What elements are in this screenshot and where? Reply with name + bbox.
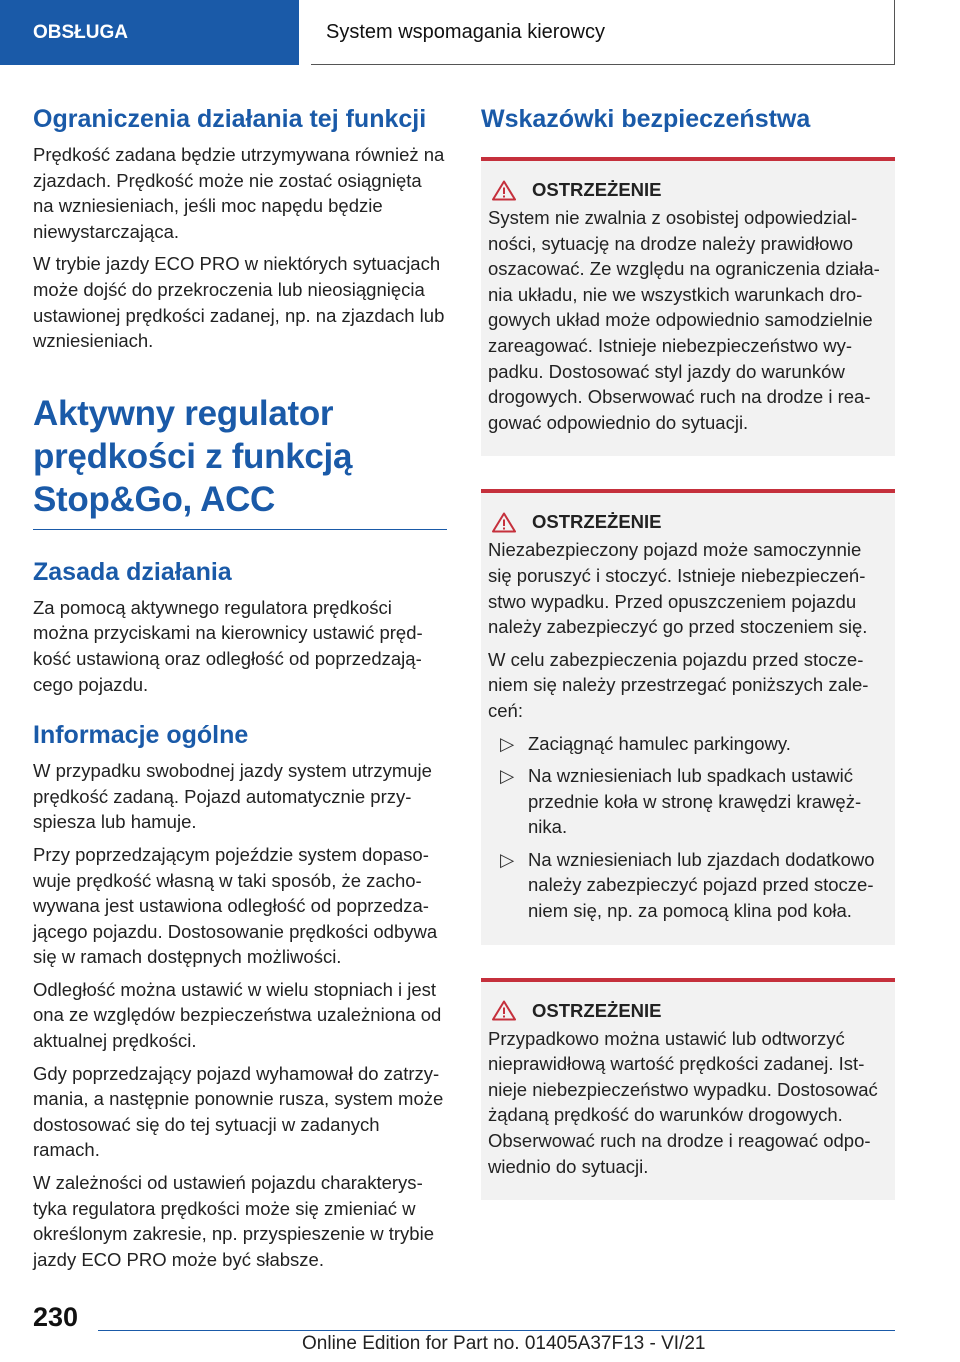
- main-title: Aktywny regulator prędkości z funkcją Stop&Go, ACC: [33, 393, 353, 519]
- warning-box: [481, 978, 895, 1201]
- warning-header: [488, 511, 887, 533]
- section-label: OBSŁUGA: [33, 21, 128, 43]
- warning-header: [488, 1000, 887, 1022]
- warning-triangle-icon: [492, 180, 516, 201]
- section-tab: [0, 0, 299, 65]
- main-title-block: [33, 392, 447, 530]
- list-item: [488, 847, 887, 924]
- limits-heading: Ograniczenia działania tej funkcji: [33, 105, 427, 133]
- page-number: 230: [33, 1302, 79, 1332]
- general-paragraph: Odległość można ustawić w wielu stopniach i jest ona ze względów bezpieczeństwa uzależniona od aktualnej prędkości.: [33, 978, 442, 1052]
- bullet-triangle-icon: ▷: [500, 765, 515, 787]
- general-paragraph: W zależności od ustawień pojazdu charakterystyka regulatora prędkości może się zmieniać w określonym zakresie, np. przyspieszenie w trybie jazdy ECO PRO może być słabsze.: [33, 1172, 434, 1270]
- general-paragraph: Przy poprzedzającym pojeździe system dopasowuje prędkość własną w taki sposób, że zachowywana jest ustawiona odległość od poprzedzającego pojazdu. Dostosowanie prędkości odbywa się w ramach dostępnych możliwości.: [33, 843, 438, 968]
- bullet-triangle-icon: ▷: [500, 732, 515, 754]
- warning-box: [481, 489, 895, 944]
- bullet-list: [488, 731, 887, 924]
- warning-header: [488, 179, 887, 201]
- footer-divider: [98, 1330, 895, 1331]
- list-item: [488, 763, 887, 840]
- warning-text: Niezabezpieczony pojazd może samoczynnie się poruszyć i stoczyć. Istnieje niebezpieczeństwo wypadku. Przed opuszczeniem pojazdu należy zabezpieczyć go przed stoczeniem się.: [488, 539, 868, 638]
- limits-paragraph-1: Prędkość zadana będzie utrzymywana również na zjazdach. Prędkość może nie zostać osiągnięta na wzniesieniach, jeśli moc napędu będzie niewystarczająca.: [33, 144, 445, 242]
- warning-text: Przypadkowo można ustawić lub odtworzyć nieprawidłową wartość prędkości zadanej. Istnieje niebezpieczeństwo wypadku. Dostosować żądaną prędkość do warunków drogowych. Obserwować ruch na drodze i reagować odpowiednio do sytuacji.: [488, 1027, 878, 1177]
- list-item: [488, 731, 887, 757]
- warning-triangle-icon: [492, 1000, 516, 1021]
- warning-triangle-icon: [492, 512, 516, 533]
- warning-text: System nie zwalnia z osobistej odpowiedzialności, sytuację na drodze należy prawidłowo oszacować. Ze względu na ograniczenia działania układu, nie we wszystkich warunkach drogowych układ może odpowiednio samodzielnie zareagować. Istnieje niebezpieczeństwo wypadku. Dostosować styl jazdy do warunków drogowych. Obserwować ruch na drodze i reagować odpowiednio do sytuacji.: [488, 207, 880, 433]
- warning-label: OSTRZEŻENIE: [532, 179, 662, 200]
- principle-paragraph: Za pomocą aktywnego regulatora prędkości można przyciskami na kierownicy ustawić prędkość ustawioną oraz odległość od poprzedzającego pojazdu.: [33, 596, 423, 695]
- warning-label: OSTRZEŻENIE: [532, 511, 662, 533]
- list-item-text: Zaciągnąć hamulec parkingowy.: [528, 732, 791, 754]
- list-item-text: Na wzniesieniach lub zjazdach dodatkowo należy zabezpieczyć pojazd przed stoczeniem się, np. za pomocą klina pod koła.: [528, 848, 875, 922]
- safety-heading: Wskazówki bezpieczeństwa: [481, 105, 811, 133]
- general-paragraph: Gdy poprzedzający pojazd wyhamował do zatrzymania, a następnie ponownie rusza, system może dostosować się do tej sytuacji w zadanych ramach.: [33, 1062, 444, 1161]
- warning-label: OSTRZEŻENIE: [532, 999, 662, 1021]
- limits-paragraph-2: W trybie jazdy ECO PRO w niektórych sytuacjach może dojść do przekroczenia lub nieosiągnięcia ustawionej prędkości zadanej, np. na zjazdach lub wzniesieniach.: [33, 253, 445, 352]
- warning-text-2: W celu zabezpieczenia pojazdu przed stoczeniem się należy przestrzegać poniższych zaleceń:: [488, 648, 869, 721]
- chapter-header: [311, 0, 895, 65]
- principle-heading: Zasada działania: [33, 557, 232, 586]
- list-item-text: Na wzniesieniach lub spadkach ustawić przednie koła w stronę krawędzi krawężnika.: [528, 765, 862, 838]
- general-paragraph: W przypadku swobodnej jazdy system utrzymuje prędkość zadaną. Pojazd automatycznie przyspiesza lub hamuje.: [33, 760, 432, 833]
- right-column: [481, 103, 895, 1233]
- warning-box: [481, 157, 895, 456]
- left-column: [33, 103, 447, 1279]
- edition-note: Online Edition for Part no. 01405A37F13 - VI/21: [302, 1333, 706, 1354]
- bullet-triangle-icon: ▷: [500, 848, 515, 870]
- general-heading: Informacje ogólne: [33, 721, 249, 750]
- chapter-title: System wspomagania kierowcy: [326, 20, 605, 43]
